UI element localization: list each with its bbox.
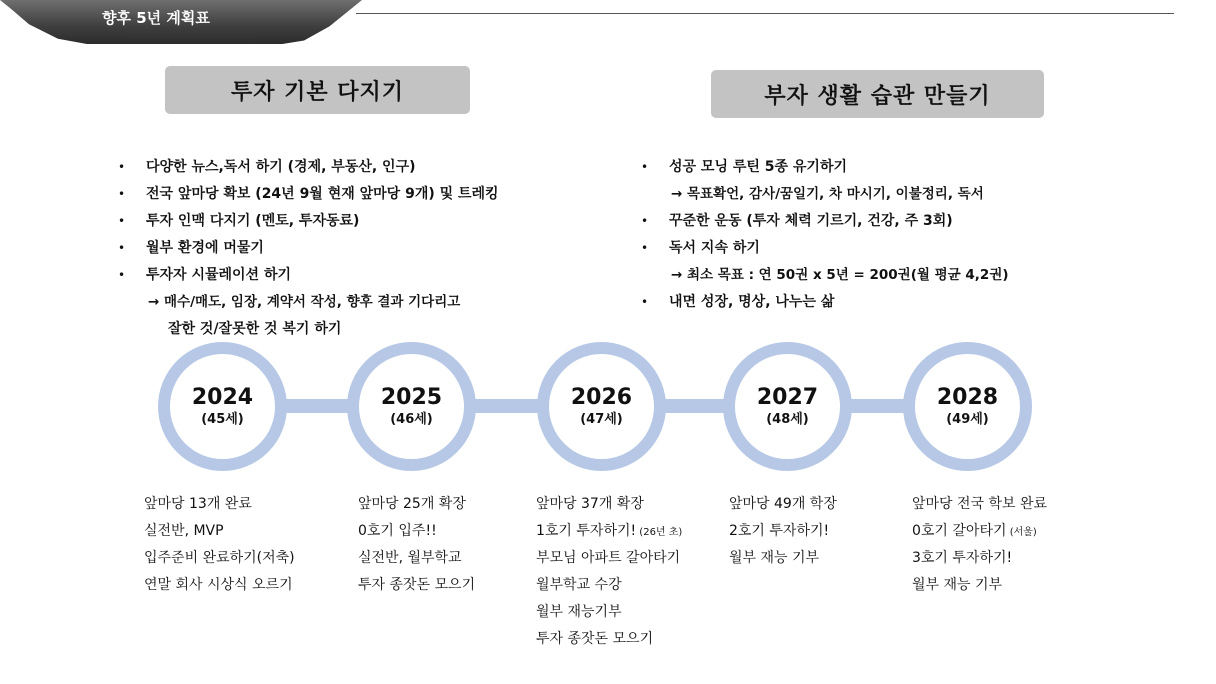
goal-text: 투자 종잣돈 모으기 — [358, 577, 476, 593]
list-item — [118, 154, 499, 181]
timeline-node-2028 — [903, 342, 1032, 471]
header-divider — [356, 13, 1174, 14]
goal-text: 월부 재능 기부 — [729, 550, 820, 566]
timeline-node-2026 — [537, 342, 666, 471]
list-item-text: 전국 앞마당 확보 (24년 9월 현재 앞마당 9개) 및 트레킹 — [146, 186, 499, 202]
timeline-node-2027 — [723, 342, 852, 471]
goal-text: 0호기 갈아타기 — [912, 523, 1007, 539]
list-item-text: → 최소 목표 : 연 50권 x 5년 = 200권(월 평균 4,2권) — [671, 267, 1009, 283]
timeline-age: (48세) — [766, 411, 809, 427]
goal-item — [536, 572, 682, 599]
list-item-text: 꾸준한 운동 (투자 체력 기르기, 건강, 주 3회) — [669, 213, 953, 229]
list-item — [118, 235, 499, 262]
goal-item — [536, 491, 682, 518]
bullet-icon: • — [118, 160, 126, 174]
list-item-detail — [669, 262, 1009, 289]
list-item-text: 투자자 시뮬레이션 하기 — [146, 267, 291, 283]
goal-text: 월부학교 수강 — [536, 577, 622, 593]
timeline-year: 2024 — [191, 384, 254, 410]
goal-item — [144, 572, 295, 599]
timeline-year: 2027 — [756, 384, 819, 410]
list-item-text: → 매수/매도, 임장, 계약서 작성, 향후 결과 기다리고 — [148, 294, 461, 310]
timeline-node-2024 — [158, 342, 287, 471]
goal-text: 앞마당 25개 확장 — [358, 496, 466, 512]
list-item-detail — [669, 181, 1009, 208]
goal-item — [729, 518, 837, 545]
timeline-age: (47세) — [580, 411, 623, 427]
rich-habits-list — [641, 154, 1009, 316]
goal-item — [912, 518, 1047, 545]
list-item-text: 투자 인맥 다지기 (멘토, 투자동료) — [146, 213, 360, 229]
goal-item — [729, 545, 837, 572]
goal-text: 앞마당 전국 학보 완료 — [912, 496, 1048, 512]
timeline-age: (45세) — [201, 411, 244, 427]
goal-text: 0호기 입주!! — [358, 523, 437, 539]
bullet-icon: • — [641, 241, 649, 255]
timeline-details-2027 — [729, 491, 837, 572]
timeline-details-2024 — [144, 491, 295, 599]
goal-item — [144, 518, 295, 545]
list-item-text: 월부 환경에 머물기 — [146, 240, 264, 256]
goal-text: 앞마당 13개 완료 — [144, 496, 252, 512]
list-item — [641, 208, 1009, 235]
bullet-icon: • — [118, 187, 126, 201]
goal-item — [912, 545, 1047, 572]
timeline-year: 2025 — [380, 384, 443, 410]
goal-text: 입주준비 완료하기(저축) — [144, 550, 295, 566]
goal-text: 2호기 투자하기! — [729, 523, 830, 539]
goal-item — [144, 545, 295, 572]
timeline-node-2025 — [347, 342, 476, 471]
bullet-icon: • — [118, 268, 126, 282]
list-item — [118, 262, 499, 289]
goal-text: 앞마당 37개 확장 — [536, 496, 644, 512]
goal-item — [358, 545, 475, 572]
goal-text: 부모님 아파트 갈아타기 — [536, 550, 681, 566]
list-item-text: 독서 지속 하기 — [669, 240, 760, 256]
goal-text: 월부 재능기부 — [536, 604, 622, 620]
section-title-investment-basics: 투자 기본 다지기 — [165, 66, 470, 114]
timeline-details-2028 — [912, 491, 1047, 599]
list-item-detail — [146, 316, 499, 343]
goal-text: 실전반, 월부학교 — [358, 550, 462, 566]
list-item-text: 다양한 뉴스,독서 하기 (경제, 부동산, 인구) — [146, 159, 416, 175]
goal-text: 앞마당 49개 학장 — [729, 496, 837, 512]
goal-item — [729, 491, 837, 518]
timeline-details-2025 — [358, 491, 475, 599]
timeline-age: (46세) — [390, 411, 433, 427]
goal-note: (서울) — [1006, 527, 1037, 538]
goal-text: 3호기 투자하기! — [912, 550, 1013, 566]
goal-text: 1호기 투자하기! — [536, 523, 637, 539]
goal-text: 실전반, MVP — [144, 523, 224, 539]
timeline-year: 2026 — [570, 384, 633, 410]
list-item — [118, 181, 499, 208]
goal-item — [144, 491, 295, 518]
goal-item — [536, 518, 682, 545]
goal-item — [358, 491, 475, 518]
timeline-year: 2028 — [936, 384, 999, 410]
timeline-age: (49세) — [946, 411, 989, 427]
goal-item — [358, 572, 475, 599]
section-title-rich-habits: 부자 생활 습관 만들기 — [711, 70, 1044, 118]
timeline-details-2026 — [536, 491, 682, 653]
list-item-text: 성공 모닝 루틴 5종 유기하기 — [669, 159, 848, 175]
list-item — [118, 208, 499, 235]
goal-item — [912, 491, 1047, 518]
goal-item — [358, 518, 475, 545]
list-item — [641, 154, 1009, 181]
goal-text: 연말 회사 시상식 오르기 — [144, 577, 293, 593]
page-title: 향후 5년 계획표 — [102, 9, 210, 27]
bullet-icon: • — [118, 241, 126, 255]
list-item-text: → 목표확언, 감사/꿈일기, 차 마시기, 이불정리, 독서 — [671, 186, 984, 202]
goal-item — [536, 599, 682, 626]
list-item-text: 잘한 것/잘못한 것 복기 하기 — [168, 321, 342, 337]
list-item — [641, 289, 1009, 316]
goal-item — [912, 572, 1047, 599]
goal-item — [536, 626, 682, 653]
list-item-detail — [146, 289, 499, 316]
goal-text: 월부 재능 기부 — [912, 577, 1003, 593]
goal-note: (26년 초) — [636, 527, 683, 538]
bullet-icon: • — [641, 214, 649, 228]
bullet-icon: • — [641, 295, 649, 309]
goal-item — [536, 545, 682, 572]
list-item-text: 내면 성장, 명상, 나누는 삶 — [669, 294, 835, 310]
bullet-icon: • — [641, 160, 649, 174]
goal-text: 투자 종잣돈 모으기 — [536, 631, 654, 647]
investment-basics-list — [118, 154, 499, 343]
list-item — [641, 235, 1009, 262]
bullet-icon: • — [118, 214, 126, 228]
